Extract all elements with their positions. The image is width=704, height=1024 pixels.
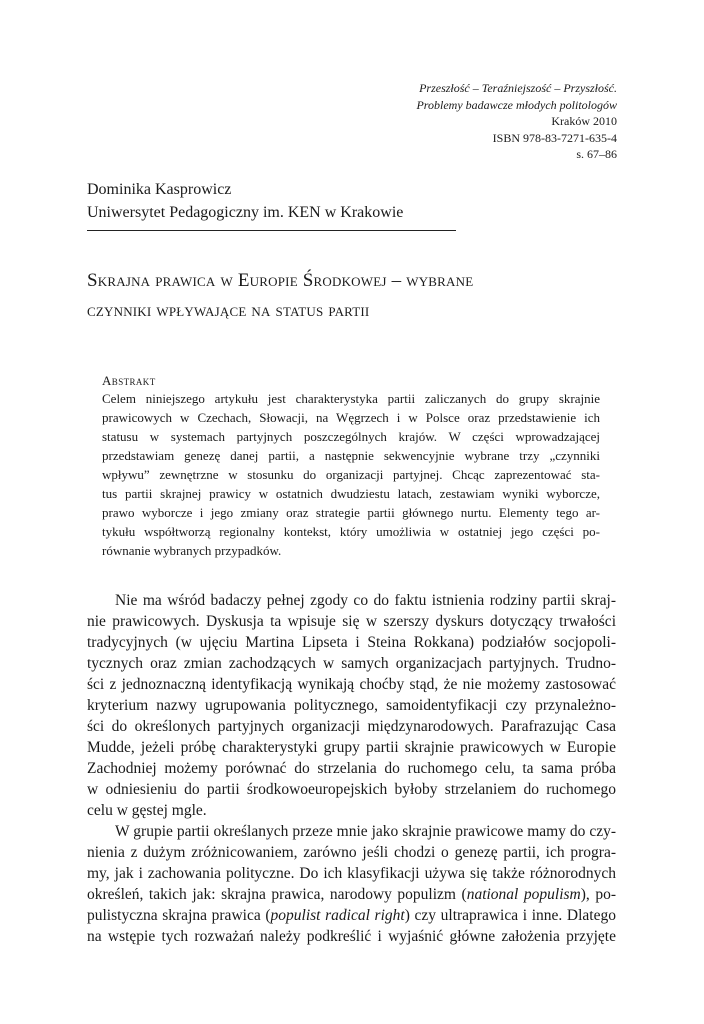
abstract-heading: Abstrakt <box>102 373 156 388</box>
publication-subtitle: Problemy badawcze młodych politologów <box>416 97 617 112</box>
abstract-line: prawo wyborcze i jego zmiany oraz strategie partii głównego nurtu. Elementy tego ar- <box>102 505 600 520</box>
article-body <box>87 590 616 947</box>
abstract-line: przedstawiam genezę danej partii, a następnie sekwencyjnie wybrane trzy „czynniki <box>102 448 600 463</box>
body-line: celu w gęstej mgle. <box>87 802 207 819</box>
abstract-line: tus partii skrajnej prawicy w ostatnich dwudziestu latach, zestawiam wyniki wyborcze, <box>102 486 600 501</box>
author-block <box>87 178 403 224</box>
term-national-populism: national populism <box>466 886 581 903</box>
publication-pages: s. 67–86 <box>576 147 617 161</box>
body-line: w odniesieniu do partii środkowoeuropejskich byłoby strzelaniem do ruchomego <box>87 781 616 798</box>
abstract-line: Celem niniejszego artykułu jest charakterystyka partii zaliczanych do grupy skrajnie <box>102 391 600 406</box>
abstract-text <box>102 389 600 560</box>
body-line: nie prawicowych. Dyskusja ta wpisuje się w szerszy dyskurs dotyczący trwałości <box>87 613 616 630</box>
body-line: tycznych oraz zmian zachodzących w samych organizacjach partyjnych. Trudno- <box>87 655 616 672</box>
body-line: W grupie partii określanych przeze mnie jako skrajnie prawicowe mamy do czy- <box>115 823 616 840</box>
publication-place-year: Kraków 2010 <box>551 114 617 128</box>
abstract-line: prawicowych w Czechach, Słowacji, na Węgrzech i w Polsce oraz przedstawienie ich <box>102 410 600 425</box>
article-title-line-2: czynniki wpływające na status partii <box>87 300 370 321</box>
body-text: ), po- <box>580 886 616 903</box>
abstract-line: statusu w systemach partyjnych poszczególnych krajów. W części wprowadzającej <box>102 429 600 444</box>
body-text: pulistyczna skrajna prawica ( <box>87 907 271 924</box>
body-line: my, jak i zachowania polityczne. Do ich klasyfikacji używa się także różnorodnych <box>87 865 616 882</box>
abstract-line: równanie wybranych przypadków. <box>102 543 282 558</box>
body-line: ści z jednoznaczną identyfikacją wynikają choćby stąd, że nie możemy zastosować <box>87 676 616 693</box>
body-paragraph-1 <box>87 590 616 821</box>
body-line: kryterium nazwy ugrupowania politycznego, samoidentyfikacji czy przynależno- <box>87 697 616 714</box>
article-title <box>87 266 627 326</box>
publication-isbn: ISBN 978-83-7271-635-4 <box>492 130 617 145</box>
article-title-line-1: Skrajna prawica w Europie Środkowej – wybrane <box>87 270 474 291</box>
author-name: Dominika Kasprowicz <box>87 181 232 198</box>
term-populist-radical-right: populist radical right <box>270 907 405 924</box>
body-line: nienia z dużym zróżnicowaniem, zarówno jeśli chodzi o genezę partii, ich progra- <box>87 844 616 861</box>
body-line <box>87 905 616 926</box>
abstract-line: tykułu współtworzą regionalny kontekst, który umożliwia w ostatniej jego części po- <box>102 524 600 539</box>
body-text: określeń, takich jak: skrajna prawica, narodowy populizm ( <box>87 886 467 903</box>
body-line <box>87 884 616 905</box>
body-line: ści do określonych partyjnych organizacji międzynarodowych. Parafrazując Casa <box>87 718 616 735</box>
body-paragraph-2 <box>87 821 616 947</box>
body-text: ) czy ultraprawica i inne. Dlatego <box>404 907 616 924</box>
abstract-line: wpływu” zewnętrzne w stosunku do organizacji partyjnej. Chcąc zaprezentować sta- <box>102 467 600 482</box>
body-line: na wstępie tych rozważań należy podkreślić i wyjaśnić główne założenia przyjęte <box>87 928 616 945</box>
body-line: tradycyjnych (w ujęciu Martina Lipseta i Steina Rokkana) podziałów socjopoli- <box>87 634 616 651</box>
author-divider <box>87 230 456 231</box>
author-affiliation: Uniwersytet Pedagogiczny im. KEN w Krakowie <box>87 204 404 221</box>
publication-info <box>416 80 617 163</box>
body-line: Mudde, jeżeli próbę charakterystyki grupy partii skrajnie prawicowych w Europie <box>87 739 616 756</box>
body-line: Nie ma wśród badaczy pełnej zgody co do faktu istnienia rodziny partii skraj- <box>115 592 616 609</box>
publication-series: Przeszłość – Teraźniejszość – Przyszłość. <box>419 81 617 95</box>
body-line: Zachodniej możemy porównać do strzelania do ruchomego celu, ta sama próba <box>87 760 616 777</box>
